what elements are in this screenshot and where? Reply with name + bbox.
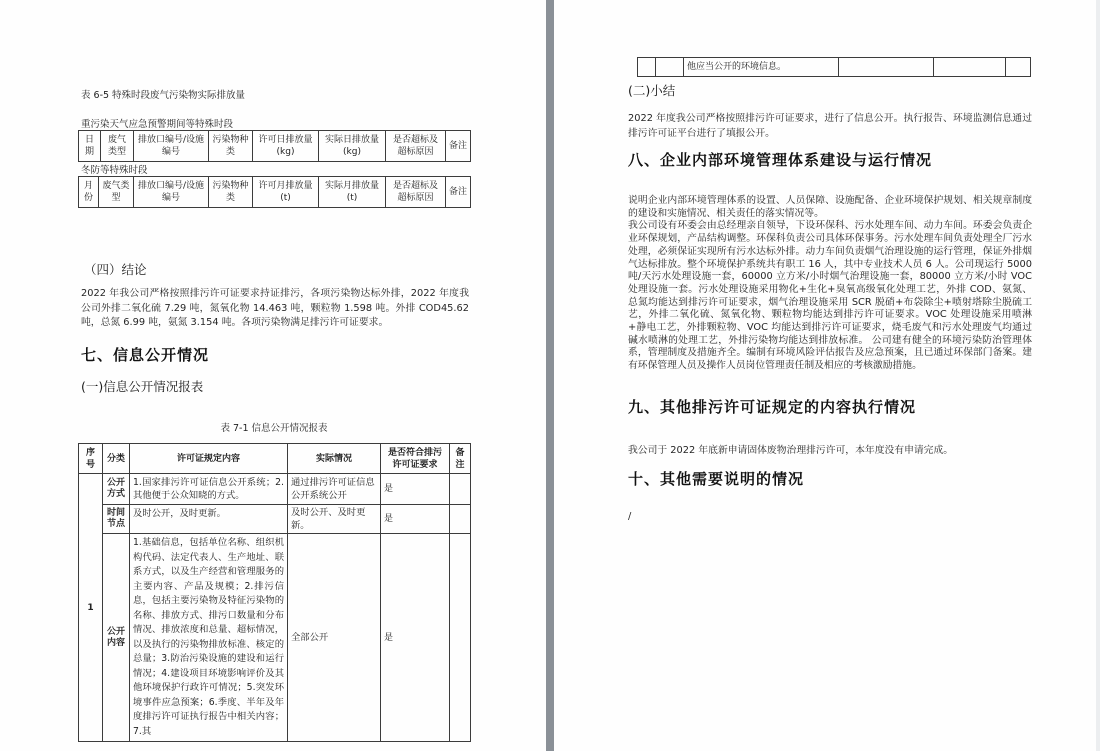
info-disclosure-table-continued xyxy=(637,57,1031,77)
section-7-subheading: (一)信息公开情况报表 xyxy=(81,379,204,394)
col-header-outlet-id: 排放口编号/设施编号 xyxy=(134,177,209,208)
viewer-right-edge xyxy=(1096,0,1100,751)
section-8-paragraph-1: 说明企业内部环境管理体系的设置、人员保障、设施配备、企业环境保护规划、相关规章制度的建设和实施情况、相关责任的落实情况等。 xyxy=(628,195,1032,219)
col-header-permitted-daily: 许可日排放量(kg) xyxy=(253,131,319,162)
col-header-compliance: 是否符合排污许可证要求 xyxy=(381,444,450,474)
remark-cell xyxy=(1006,58,1031,77)
conclusion-paragraph: 2022 年我公司严格按照排污许可证要求持证排污，各项污染物达标外排，2022 年度我公司外排二氧化硫 7.29 吨，氮氧化物 14.463 吨，颗粒物 1.598 吨。外排 COD45.62 吨，总氮 6.99 吨，氨氮 3.154 吨。各项污染物满足排污许可证要求。 xyxy=(81,288,469,328)
section-9-heading: 九、其他排污许可证规定的内容执行情况 xyxy=(628,398,917,416)
col-header-gas-type: 废气类型 xyxy=(99,177,134,208)
col-header-actual-daily: 实际日排放量(kg) xyxy=(319,131,386,162)
section-10-paragraph: / xyxy=(628,511,632,522)
table-7-1-caption: 表 7-1 信息公开情况报表 xyxy=(220,423,328,434)
summary-paragraph: 2022 年度我公司严格按照排污许可证要求，进行了信息公开。执行报告、环境监测信息通过排污许可证平台进行了填报公开。 xyxy=(628,113,1032,139)
table-row xyxy=(79,131,471,162)
permit-content-cell: 他应当公开的环境信息。 xyxy=(684,58,839,77)
category-cell xyxy=(656,58,684,77)
section-8-paragraph-2: 我公司设有环委会由总经理亲自领导，下设环保科、污水处理车间、动力车间。环委会负责企业环保规划，产品结构调整。环保科负责公司具体环保事务。污水处理车间负责处理全厂污水处理，必须保证实现所有污水达标外排。动力车间负责烟气治理设施的运行管理，保证外排烟气达标排放。整个环境保护系统共有职工 16 人，其中专业技术人员 6 人。公司现运行 5000 吨/天污水处理设施一套，60000 立方米/小时烟气治理设施一套，80000 立方米/小时 VOC 处理设施一套。污水处理设施采用物化+生化+臭氧高级氧化处理工艺，外排 COD、氨氮、总氮均能达到排污许可证要求，烟气治理设施采用 SCR 脱硝+布袋除尘+喷射塔除尘脱硫工艺，外排二氧化硫、氮氧化物、颗粒物均能达到排污许可证要求。VOC 处理设施采用喷淋+静电工艺，外排颗粒物、VOC 均能达到排污许可证要求，烧毛废气和污水处理废气均通过碱水喷淋的处理工艺，外排污染物均能达到排放标准。 公司建有健全的环境污染防治管理体系，管理制度及措施齐全。编制有环境风险评估报告及应急预案，且已通过环保部门备案。建有环保管理人员及操作人员岗位管理责任制及相应的考核激励措施。 xyxy=(628,220,1032,372)
conclusion-heading: （四）结论 xyxy=(84,262,147,277)
summary-heading: (二)小结 xyxy=(628,83,676,98)
actual-cell: 全部公开 xyxy=(288,534,381,742)
info-disclosure-table xyxy=(78,443,471,742)
category-cell: 公开内容 xyxy=(103,534,130,742)
special-period-daily-table xyxy=(78,130,471,162)
section-8-heading: 八、企业内部环境管理体系建设与运行情况 xyxy=(628,151,933,169)
section-8-body xyxy=(628,195,1032,373)
col-header-permitted-monthly: 许可月排放量(t) xyxy=(253,177,319,208)
section-7-heading: 七、信息公开情况 xyxy=(81,346,210,364)
col-header-actual-situation: 实际情况 xyxy=(288,444,381,474)
permit-content-cell: 1.基础信息，包括单位名称、组织机构代码、法定代表人、生产地址、联系方式，以及生产经营和管理服务的主要内容、产品及规模；2.排污信息，包括主要污染物及特征污染物的名称、排放方式、排污口数量和分布情况、排放浓度和总量、超标情况，以及执行的污染物排放标准、核定的总量；3.防治污染设施的建设和运行情况；4.建设项目环境影响评价及其他环境保护行政许可情况；5.突发环境事件应急预案；6.季度、半年及年度排污许可证执行报告中相关内容；7.其 xyxy=(130,534,288,742)
col-header-actual-monthly: 实际月排放量(t) xyxy=(319,177,386,208)
col-header-category: 分类 xyxy=(103,444,130,474)
actual-cell: 及时公开、及时更新。 xyxy=(288,505,381,534)
page-gap-divider xyxy=(546,0,554,751)
page-right xyxy=(554,0,1096,751)
permit-content-cell: 1.国家排污许可证信息公开系统；2.其他便于公众知晓的方式。 xyxy=(130,474,288,505)
remark-cell xyxy=(450,505,471,534)
actual-cell xyxy=(839,58,934,77)
col-header-index: 序号 xyxy=(79,444,103,474)
col-header-remark: 备注 xyxy=(446,131,471,162)
col-header-gas-type: 废气类型 xyxy=(101,131,134,162)
winter-period-label: 冬防等特殊时段 xyxy=(81,165,148,176)
special-period-monthly-table xyxy=(78,176,471,208)
table-row-disclosure-method xyxy=(79,474,471,505)
actual-cell: 通过排污许可证信息公开系统公开 xyxy=(288,474,381,505)
col-header-exceedance: 是否超标及超标原因 xyxy=(386,131,446,162)
table-row xyxy=(79,177,471,208)
page-left xyxy=(0,0,546,751)
table-header-row xyxy=(79,444,471,474)
table-row-disclosure-content xyxy=(79,534,471,742)
compliance-cell xyxy=(934,58,1006,77)
category-cell: 公开方式 xyxy=(103,474,130,505)
remark-cell xyxy=(450,474,471,505)
col-header-pollutant: 污染物种类 xyxy=(209,131,253,162)
section-9-paragraph: 我公司于 2022 年底新申请固体废物治理排污许可，本年度没有申请完成。 xyxy=(628,445,954,456)
category-cell: 时间节点 xyxy=(103,505,130,534)
compliance-cell: 是 xyxy=(381,505,450,534)
compliance-cell: 是 xyxy=(381,534,450,742)
table-6-5-caption: 表 6-5 特殊时段废气污染物实际排放量 xyxy=(81,90,246,101)
table-row-continued xyxy=(638,58,1031,77)
section-10-heading: 十、其他需要说明的情况 xyxy=(628,470,805,488)
table-row-disclosure-timing xyxy=(79,505,471,534)
col-header-outlet-id: 排放口编号/设施编号 xyxy=(134,131,209,162)
col-header-pollutant: 污染物种类 xyxy=(209,177,253,208)
col-header-date: 日期 xyxy=(79,131,101,162)
col-header-exceedance: 是否超标及超标原因 xyxy=(386,177,446,208)
col-header-month: 月份 xyxy=(79,177,99,208)
col-header-remark: 备注 xyxy=(450,444,471,474)
col-header-permit-content: 许可证规定内容 xyxy=(130,444,288,474)
index-cell xyxy=(638,58,656,77)
permit-content-cell: 及时公开，及时更新。 xyxy=(130,505,288,534)
col-header-remark: 备注 xyxy=(446,177,471,208)
compliance-cell: 是 xyxy=(381,474,450,505)
row-index-cell: 1 xyxy=(79,474,103,742)
remark-cell xyxy=(450,534,471,742)
heavy-pollution-period-label: 重污染天气应急预警期间等特殊时段 xyxy=(81,119,234,130)
